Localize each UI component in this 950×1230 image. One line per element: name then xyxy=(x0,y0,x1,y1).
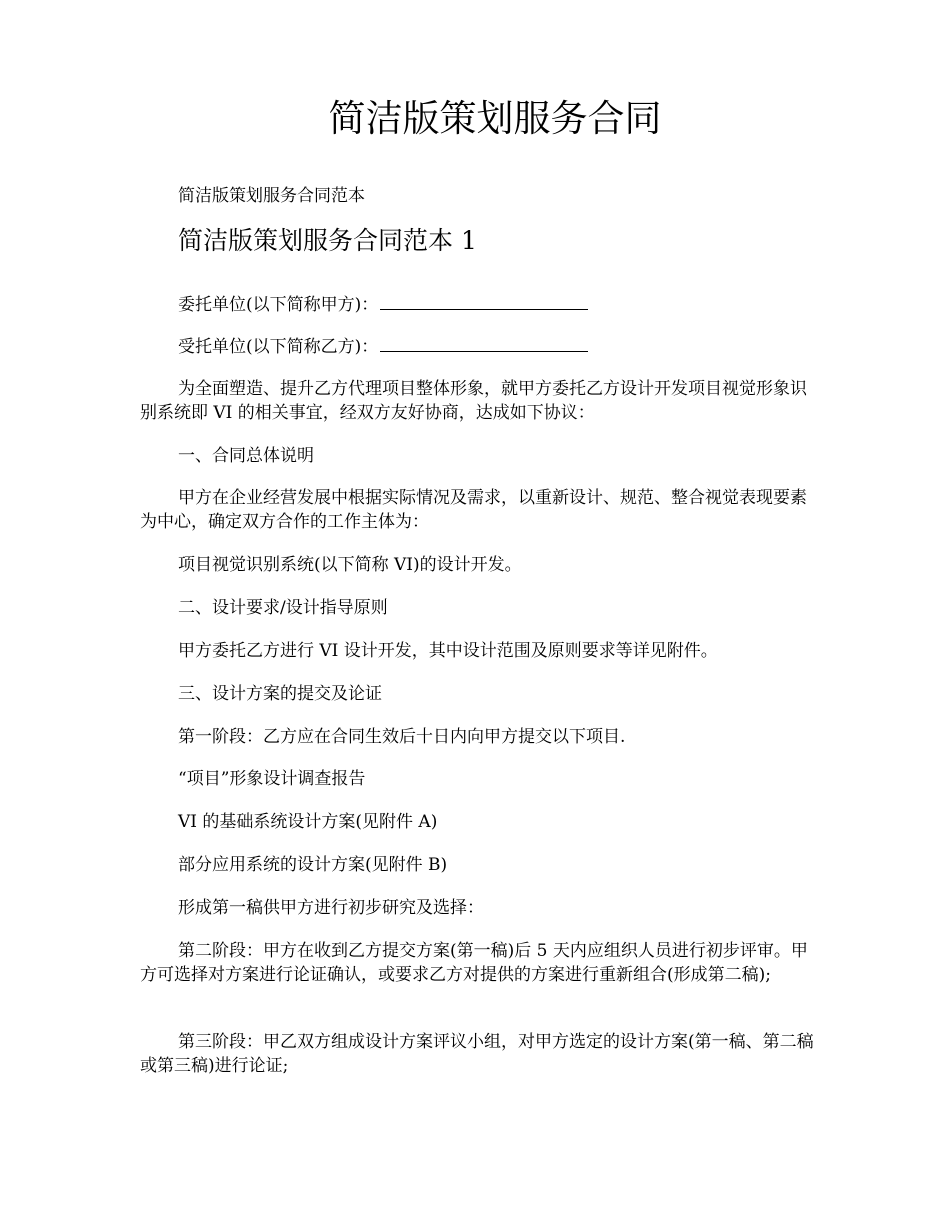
document-subtitle: 简洁版策划服务合同范本 1 xyxy=(178,226,477,255)
intro-paragraph: 为全面塑造、提升乙方代理项目整体形象，就甲方委托乙方设计开发项目视觉形象识别系统即 VI 的相关事宜，经双方友好协商，达成如下协议： xyxy=(140,379,807,423)
section1-item: 项目视觉识别系统(以下简称 VI)的设计开发。 xyxy=(178,555,522,575)
section3-heading: 三、设计方案的提交及论证 xyxy=(178,684,382,704)
party-a-label: 委托单位(以下简称甲方)： xyxy=(178,295,379,315)
document-title: 简洁版策划服务合同 xyxy=(328,97,662,140)
stage3-paragraph: 第三阶段：甲乙双方组成设计方案评议小组，对甲方选定的设计方案(第一稿、第二稿或第三稿)进行论证; xyxy=(140,1032,814,1076)
party-a-blank xyxy=(380,293,588,310)
document-label: 简洁版策划服务合同范本 xyxy=(178,186,365,206)
stage1-item-basic-system: VI 的基础系统设计方案(见附件 A) xyxy=(178,812,438,832)
stage1-line: 第一阶段：乙方应在合同生效后十日内向甲方提交以下项目. xyxy=(178,727,626,747)
stage1-item-application-system: 部分应用系统的设计方案(见附件 B) xyxy=(178,855,448,875)
party-b-blank xyxy=(380,335,588,352)
stage1-item-first-draft: 形成第一稿供甲方进行初步研究及选择： xyxy=(178,898,484,918)
section1-paragraph: 甲方在企业经营发展中根据实际情况及需求，以重新设计、规范、整合视觉表现要素为中心，确定双方合作的工作主体为： xyxy=(140,488,807,532)
stage1-item-report: “项目”形象设计调查报告 xyxy=(178,769,366,789)
party-a-line xyxy=(178,293,588,317)
section2-paragraph: 甲方委托乙方进行 VI 设计开发，其中设计范围及原则要求等详见附件。 xyxy=(178,641,718,661)
section2-heading: 二、设计要求/设计指导原则 xyxy=(178,598,388,618)
section1-heading: 一、合同总体说明 xyxy=(178,446,314,466)
party-b-label: 受托单位(以下简称乙方)： xyxy=(178,337,379,357)
party-b-line xyxy=(178,335,588,359)
stage2-paragraph: 第二阶段：甲方在收到乙方提交方案(第一稿)后 5 天内应组织人员进行初步评审。甲方可选择对方案进行论证确认，或要求乙方对提供的方案进行重新组合(形成第二稿); xyxy=(140,941,808,985)
